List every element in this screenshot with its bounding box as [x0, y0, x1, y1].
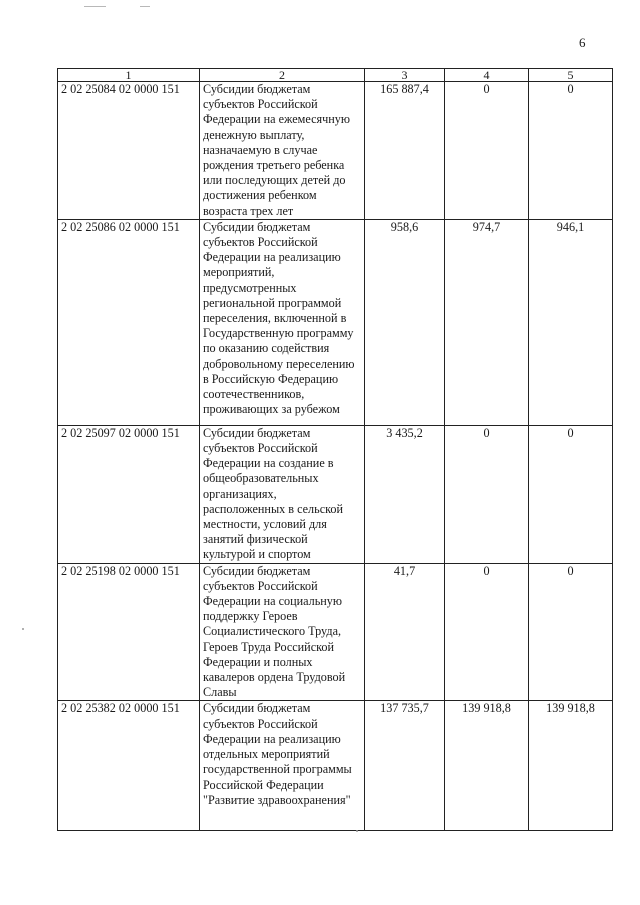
value-col-5: 0: [529, 425, 613, 563]
header-col-3: 3: [365, 69, 445, 82]
header-col-5: 5: [529, 69, 613, 82]
scan-speck: [356, 830, 358, 832]
budget-code: 2 02 25086 02 0000 151: [58, 219, 200, 425]
budget-description: Субсидии бюджетам субъектов Российской Федерации на ежемесячную денежную выплату, назначаемую в случае рождения третьего ребенка или последующих детей до достижения ребенком возраста трех лет: [200, 82, 365, 220]
table-row: [58, 425, 613, 563]
budget-code: 2 02 25382 02 0000 151: [58, 701, 200, 831]
header-col-4: 4: [445, 69, 529, 82]
budget-description: Субсидии бюджетам субъектов Российской Федерации на реализацию отдельных мероприятий государственной программы Российской Федерации "Развитие здравоохранения": [200, 701, 365, 831]
value-col-4: 0: [445, 563, 529, 701]
value-col-3: 3 435,2: [365, 425, 445, 563]
budget-code: 2 02 25198 02 0000 151: [58, 563, 200, 701]
value-col-4: 0: [445, 82, 529, 220]
scan-speck: [22, 628, 24, 630]
budget-code: 2 02 25084 02 0000 151: [58, 82, 200, 220]
scan-artifact: [140, 6, 150, 7]
header-col-2: 2: [200, 69, 365, 82]
table-row: [58, 219, 613, 425]
scan-artifact: [84, 6, 106, 7]
value-col-3: 958,6: [365, 219, 445, 425]
value-col-3: 41,7: [365, 563, 445, 701]
table-row: [58, 563, 613, 701]
value-col-4: 0: [445, 425, 529, 563]
budget-table: [57, 68, 613, 831]
page-number: 6: [579, 35, 586, 50]
budget-description: Субсидии бюджетам субъектов Российской Федерации на реализацию мероприятий, предусмотренных региональной программой переселения, включенной в Государственную программу по оказанию содействия добровольному переселению в Российскую Федерацию соотечественников, проживающих за рубежом: [200, 219, 365, 425]
value-col-4: 139 918,8: [445, 701, 529, 831]
budget-description: Субсидии бюджетам субъектов Российской Федерации на создание в общеобразовательных организациях, расположенных в сельской местности, условий для занятий физической культурой и спортом: [200, 425, 365, 563]
value-col-5: 139 918,8: [529, 701, 613, 831]
header-row: [58, 69, 613, 82]
value-col-5: 0: [529, 82, 613, 220]
value-col-4: 974,7: [445, 219, 529, 425]
table-row: [58, 82, 613, 220]
table-row: [58, 701, 613, 831]
value-col-5: 0: [529, 563, 613, 701]
budget-code: 2 02 25097 02 0000 151: [58, 425, 200, 563]
value-col-3: 137 735,7: [365, 701, 445, 831]
value-col-5: 946,1: [529, 219, 613, 425]
header-col-1: 1: [58, 69, 200, 82]
budget-description: Субсидии бюджетам субъектов Российской Федерации на социальную поддержку Героев Социалистического Труда, Героев Труда Российской Федерации и полных кавалеров ордена Трудовой Славы: [200, 563, 365, 701]
value-col-3: 165 887,4: [365, 82, 445, 220]
